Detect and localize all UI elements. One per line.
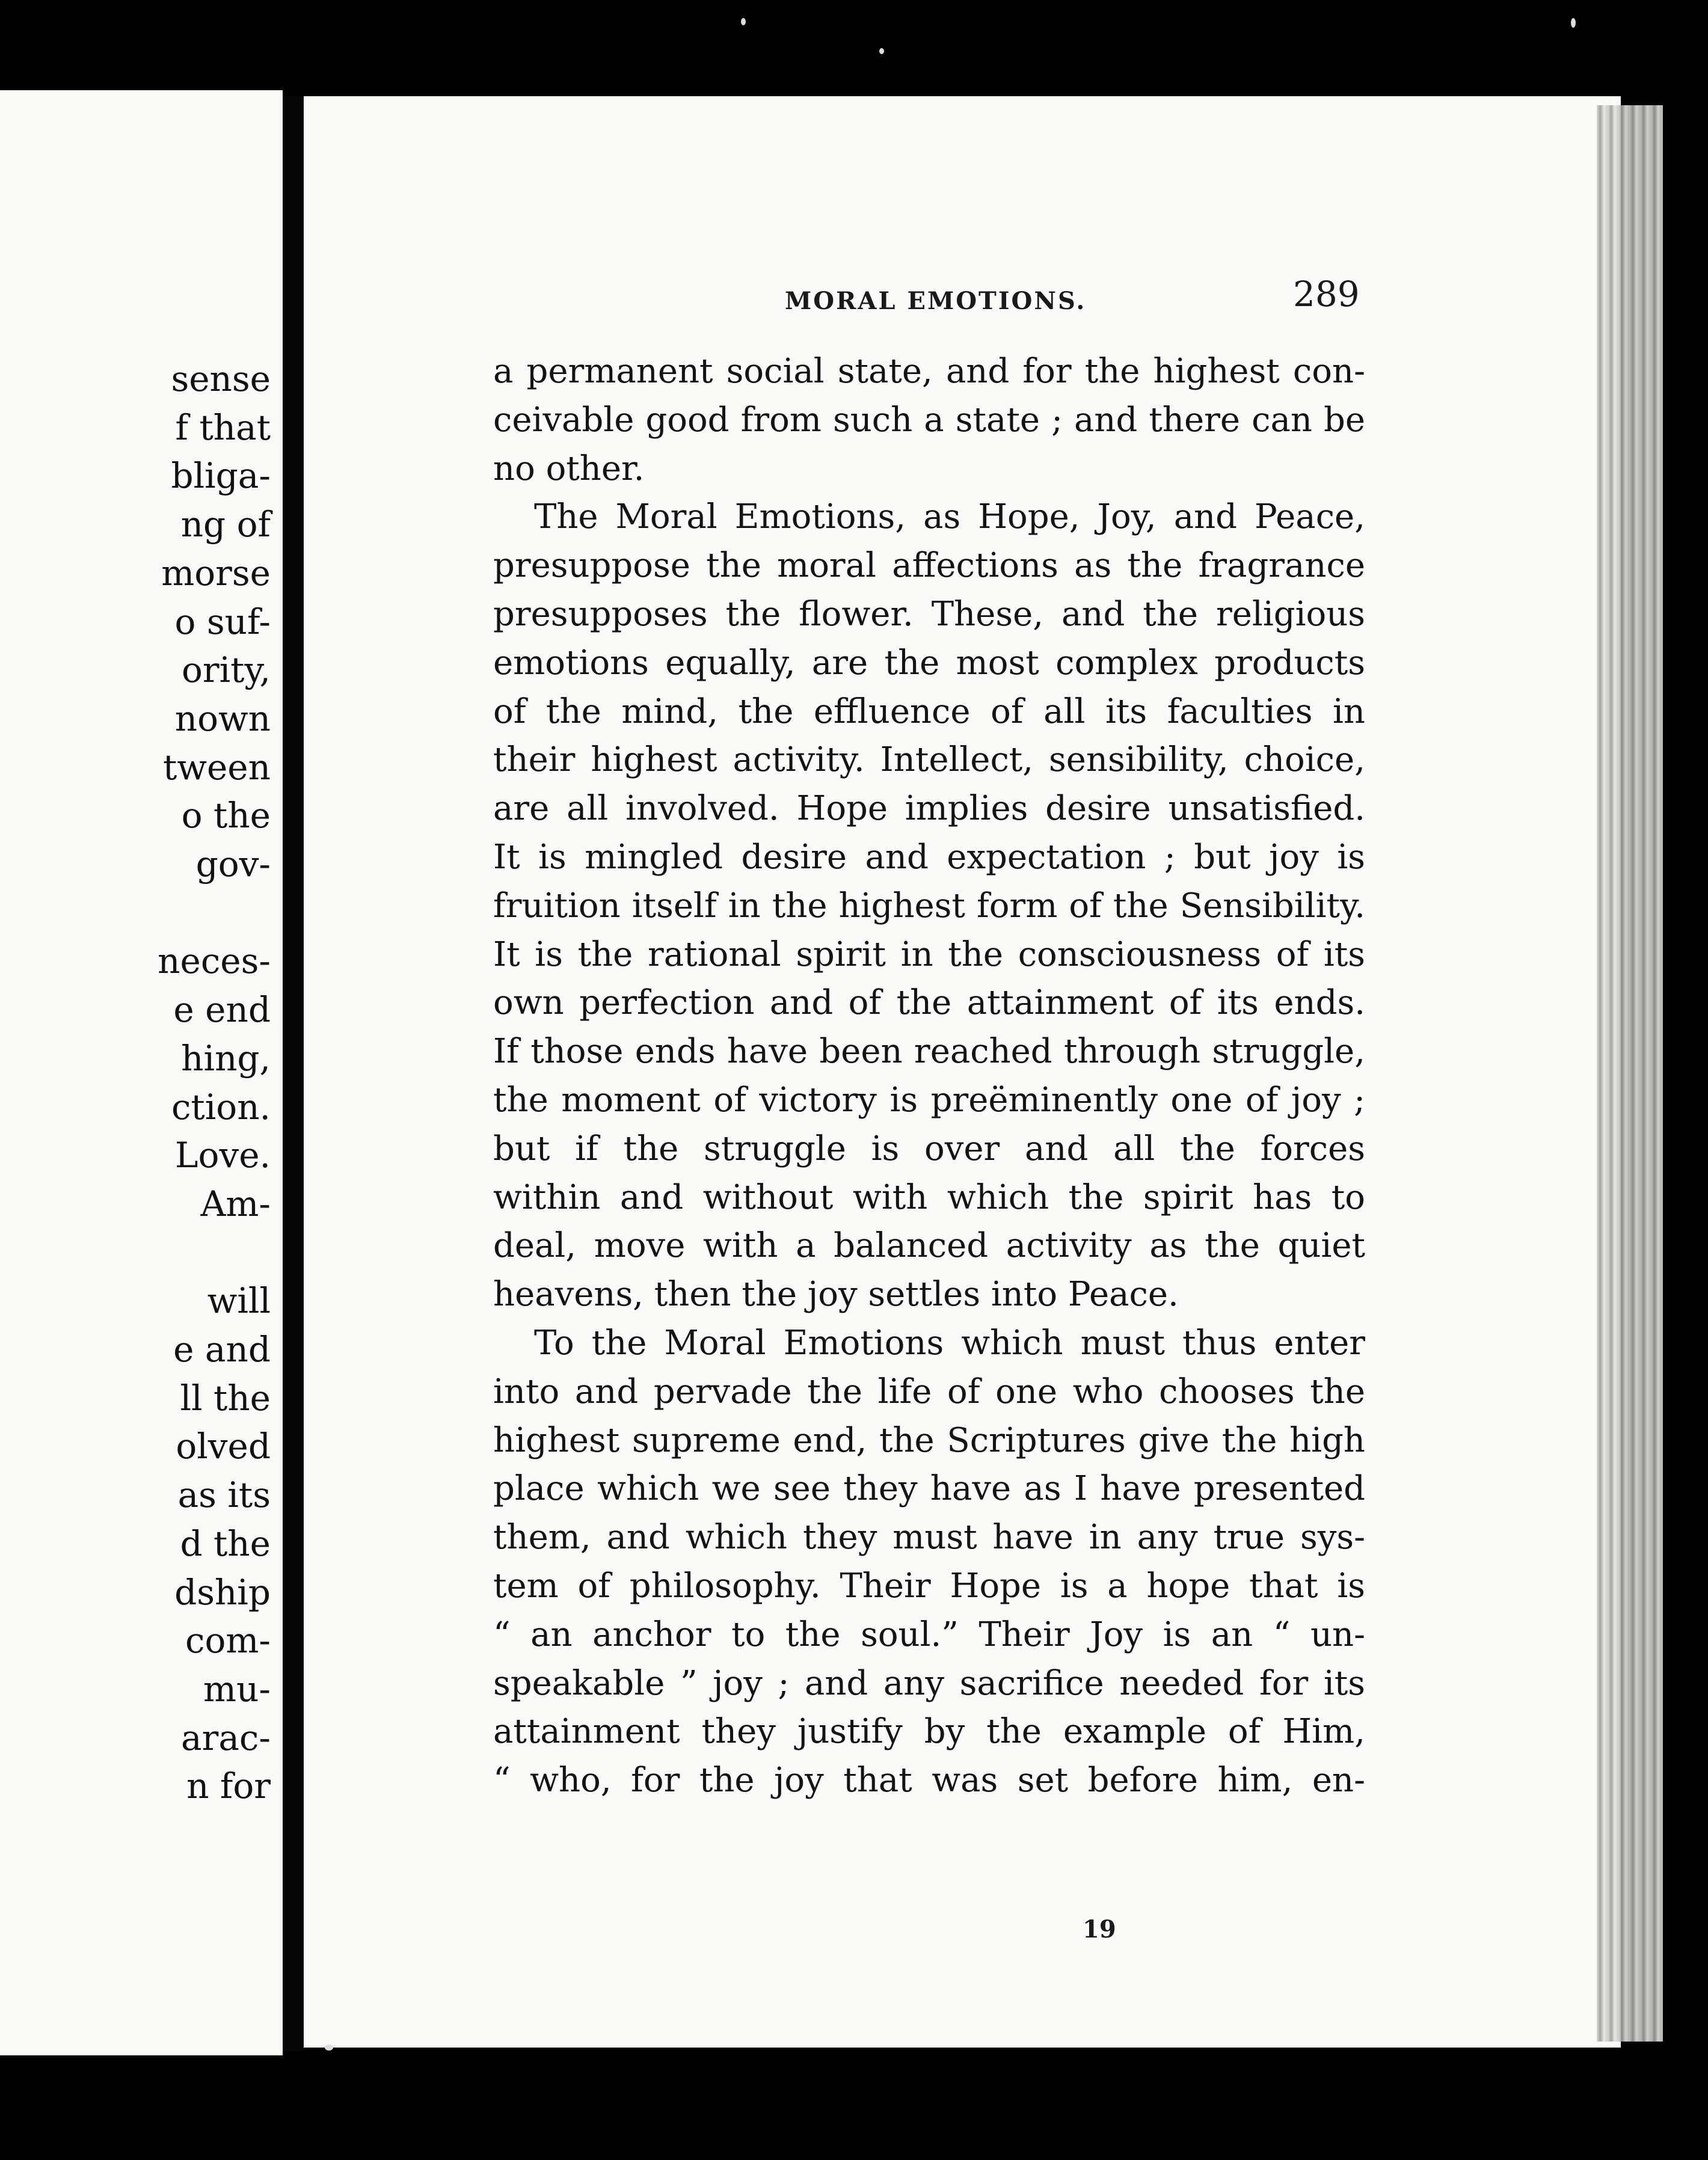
left-page-line: morse <box>161 552 271 594</box>
text-line: no other. <box>493 449 645 488</box>
left-page-line: ority, <box>181 649 271 691</box>
text-line: highest supreme end, the Scriptures give the high <box>493 1420 1365 1460</box>
text-line: It is the rational spirit in the consciousness of its <box>493 934 1365 974</box>
text-line: tem of philosophy. Their Hope is a hope that is <box>493 1566 1365 1606</box>
text-line: of the mind, the effluence of all its faculties in <box>493 692 1365 731</box>
text-line: place which we see they have as I have presented <box>493 1469 1365 1509</box>
book-gutter <box>283 96 307 2051</box>
text-line: If those ends have been reached through struggle, <box>493 1032 1365 1072</box>
left-page-line: o suf- <box>174 601 271 642</box>
left-page-line: ng of <box>180 504 271 545</box>
left-page-line: tween <box>163 746 271 788</box>
text-line: emotions equally, are the most complex products <box>493 643 1365 683</box>
left-page-line: e end <box>173 989 271 1031</box>
left-page-line: as its <box>177 1474 271 1516</box>
left-page-line: Am- <box>200 1183 271 1224</box>
left-page-line: mu- <box>203 1668 271 1710</box>
text-line: The Moral Emotions, as Hope, Joy, and Peace, <box>534 497 1365 537</box>
text-line: own perfection and of the attainment of its ends. <box>493 983 1365 1023</box>
text-line: the moment of victory is preëminently one of joy ; <box>493 1080 1365 1120</box>
left-page-line: bliga- <box>171 455 271 497</box>
left-facing-page <box>0 90 283 2055</box>
text-line: into and pervade the life of one who chooses the <box>493 1372 1365 1411</box>
left-page-line: hing, <box>181 1037 271 1079</box>
left-page-line: neces- <box>158 940 271 982</box>
text-line: “ who, for the joy that was set before him, en- <box>493 1761 1365 1800</box>
text-line: It is mingled desire and expectation ; but joy is <box>493 837 1365 877</box>
text-line: are all involved. Hope implies desire unsatisfied. <box>493 789 1365 829</box>
left-page-line: d the <box>180 1523 271 1564</box>
left-page-line: com- <box>185 1620 271 1661</box>
page-header <box>304 274 1621 334</box>
page-body <box>493 348 1365 1805</box>
left-page-line: sense <box>171 358 271 399</box>
running-head: MORAL EMOTIONS. <box>785 287 1087 315</box>
left-page-line: n for <box>186 1766 271 1807</box>
text-line: speakable ” joy ; and any sacrifice needed for its <box>493 1663 1365 1703</box>
scan-speck <box>741 18 746 25</box>
left-page-line: will <box>207 1280 271 1322</box>
scan-speck <box>325 2045 333 2051</box>
signature-mark: 19 <box>1083 1915 1116 1944</box>
text-line: ceivable good from such a state ; and there can be <box>493 400 1365 440</box>
left-page-line: olved <box>176 1426 271 1467</box>
left-page-line: Love. <box>175 1135 271 1176</box>
text-line: but if the struggle is over and all the forces <box>493 1129 1365 1168</box>
scan-speck <box>1571 18 1576 28</box>
page-number: 289 <box>1293 274 1360 314</box>
text-line: their highest activity. Intellect, sensibility, choice, <box>493 740 1365 780</box>
left-page-line: dship <box>174 1571 271 1613</box>
left-page-line: f that <box>175 407 271 448</box>
text-line: a permanent social state, and for the highest con- <box>493 352 1365 391</box>
text-line: within and without with which the spirit has to <box>493 1177 1365 1217</box>
text-line: “ an anchor to the soul.” Their Joy is an “ un- <box>493 1615 1365 1654</box>
left-page-line: arac- <box>181 1717 271 1758</box>
text-line: heavens, then the joy settles into Peace. <box>493 1275 1179 1315</box>
left-page-line: nown <box>174 698 271 739</box>
left-page-line: ll the <box>180 1377 271 1419</box>
text-line: presuppose the moral affections as the fragrance <box>493 546 1365 586</box>
left-page-line: ction. <box>171 1086 271 1128</box>
text-line: presupposes the flower. These, and the religious <box>493 594 1365 634</box>
left-page-line: e and <box>173 1329 271 1370</box>
text-line: attainment they justify by the example of Him, <box>493 1712 1365 1752</box>
text-line: deal, move with a balanced activity as the quiet <box>493 1226 1365 1266</box>
book-page <box>304 96 1621 2048</box>
left-page-line: gov- <box>195 844 271 885</box>
text-line: them, and which they must have in any true sys- <box>493 1518 1365 1557</box>
scan-speck <box>879 48 884 54</box>
page-block-edge <box>1597 105 1663 2042</box>
left-page-line: o the <box>181 795 271 836</box>
text-line: fruition itself in the highest form of the Sensibility. <box>493 886 1365 925</box>
text-line: To the Moral Emotions which must thus enter <box>534 1323 1365 1363</box>
